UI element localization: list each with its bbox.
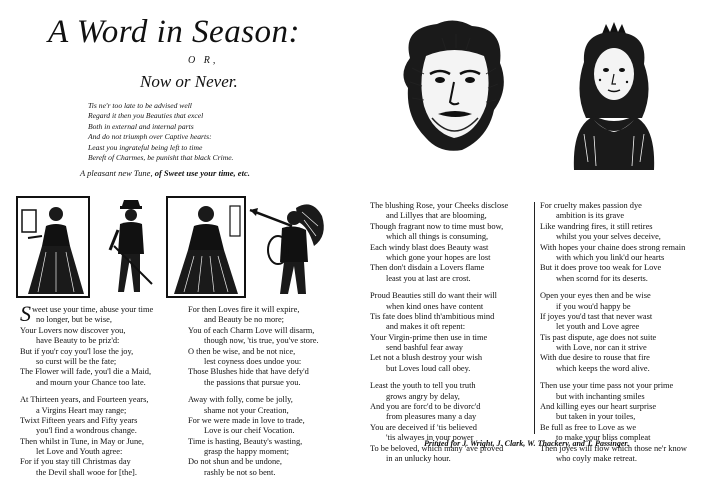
stanza-line: whilst you your selves deceive, [556, 232, 661, 242]
verse-line: Bereft of Charmes, be punisht that black Crime. [88, 153, 234, 163]
stanza-line: which gone your hopes are lost [386, 252, 491, 262]
stanza-line: And killing eyes our heart surprise [540, 402, 657, 412]
stanza-line: With hopes your chaine does strong remain [540, 242, 686, 252]
stanza-line: Then joyes will flow which those ne'r know [540, 443, 687, 453]
verse-line: And do not triumph over Captive hearts: [88, 132, 212, 142]
stanza-line: Then don't disdain a Lovers flame [370, 263, 485, 273]
stanza-line: to make your bliss compleat [556, 433, 651, 443]
ballad-column-4 [540, 201, 710, 464]
stanza-line: Your Virgin-prime then use in time [370, 332, 488, 342]
stanza-line: Away with folly, come be jolly, [188, 395, 293, 405]
stanza-line: Sweet use your time, abuse your time [20, 301, 154, 326]
stanza-line: though now, 'tis true, you've store. [204, 336, 319, 346]
stanza-line: and makes it oft repent: [386, 322, 466, 332]
stanza-line: let youth and Love agree [556, 322, 640, 332]
stanza-line: 'tis alwayes in your power [386, 433, 474, 443]
stanza-line: Tis fate does blind th'ambitious mind [370, 311, 495, 321]
ballad-column-2 [188, 305, 358, 478]
stanza-line: rashly be not so bent. [204, 467, 276, 477]
stanza-gap [188, 388, 358, 395]
stanza-line: Tis past dispute, age does not suite [540, 332, 657, 342]
stanza-line: Then whilst in Tune, in May or June, [20, 436, 144, 446]
stanza-line: the Devil shall wooe for [the]. [36, 467, 137, 477]
stanza-line: But if you'r coy you'l lose the joy, [20, 346, 134, 356]
woodcut-portrait-man [392, 18, 517, 158]
ballad-column-1 [20, 301, 180, 478]
ballad-subtitle: Now or Never. [140, 72, 238, 91]
stanza-line: With due desire to rouse that fire [540, 353, 650, 363]
stanza-line: grasp the happy moment; [204, 447, 289, 457]
stanza-gap [540, 284, 710, 291]
stanza-line: which all things is consuming, [386, 232, 489, 242]
stanza-line: from pleasures many a day [386, 412, 477, 422]
stanza-line: At Thirteen years, and Fourteen years, [20, 395, 149, 405]
stanza-line: when scornd for its deserts. [556, 273, 648, 283]
stanza-line: so curst will be the fate; [36, 356, 117, 366]
stanza-line: a Virgins Heart may range; [36, 405, 127, 415]
stanza-line: Each windy blast does Beauty wast [370, 242, 489, 252]
stanza-line: Time is hasting, Beauty's wasting, [188, 436, 303, 446]
stanza-line: but with inchanting smiles [556, 391, 645, 401]
verse-line: Tis ne'r too late to be advised well [88, 101, 192, 110]
stanza-line: have Beauty to be priz'd: [36, 336, 120, 346]
stanza-line: Like wandring fires, it still retires [540, 221, 653, 231]
stanza-line: Love is our cheif Vocation. [204, 426, 295, 436]
stanza-line: You are deceived if 'tis believed [370, 422, 477, 432]
stanza-line: when kind ones have content [386, 301, 484, 311]
stanza-line: Do not shun and be undone, [188, 457, 282, 467]
stanza-line: Then use your time pass not your prime [540, 381, 674, 391]
stanza-line: and Lillyes that are blooming, [386, 211, 487, 221]
intro-verse [88, 101, 388, 163]
stanza-line: O then be wise, and be not nice, [188, 346, 296, 356]
stanza-line: you'l find a wondrous change. [36, 426, 137, 436]
stanza-line: who coyly make retreat. [556, 453, 637, 463]
stanza-line: Let not a blush destroy your wish [370, 353, 483, 363]
drop-cap: S [20, 301, 31, 326]
stanza-gap [370, 284, 535, 291]
ballad-column-3 [370, 201, 535, 464]
woodcut-lady-figure [16, 196, 90, 298]
stanza-line: but Loves loud call obey. [386, 363, 471, 373]
stanza-line: the passions that pursue you. [204, 377, 301, 387]
stanza-line: least you at last are crost. [386, 273, 471, 283]
stanza-line: For we were made in love to trade, [188, 415, 305, 425]
stanza-line: To be beloved, which many 'ave proved [370, 443, 504, 453]
stanza-line: but taken in your toiles, [556, 412, 636, 422]
stanza-line: send bashful fear away [386, 343, 463, 353]
woodcut-swordsman-figure [104, 196, 158, 298]
stanza-line: with Love, nor can it strive [556, 343, 647, 353]
stanza-line: But it does prove too weak for Love [540, 263, 662, 273]
stanza-line: For then Loves fire it will expire, [188, 305, 300, 314]
stanza-gap [20, 388, 180, 395]
stanza-line: Least the youth to tell you truth [370, 381, 476, 391]
verse-line: Least you ingrateful being left to time [88, 142, 203, 152]
tune-line [80, 168, 250, 178]
stanza-line: For cruelty makes passion dye [540, 201, 642, 210]
woodcut-cupid-figure [248, 196, 330, 298]
stanza-line: For if you stay till Christmas day [20, 457, 131, 467]
stanza-line: grows angry by delay, [386, 391, 460, 401]
stanza-line: shame not your Creation, [204, 405, 289, 415]
stanza-line: and mourn your Chance too late. [36, 377, 146, 387]
or-subtitle: O R, [188, 55, 219, 66]
woodcut-gowned-lady-figure [166, 196, 246, 298]
stanza-line: which keeps the word alive. [556, 363, 650, 373]
tune-prefix: A pleasant new Tune, [80, 168, 153, 178]
stanza-gap [540, 374, 710, 381]
tune-name: of Sweet use your time, etc. [154, 168, 250, 178]
stanza-line: with which you link'd our hearts [556, 252, 665, 262]
stanza-line: Your Lovers now discover you, [20, 325, 126, 335]
stanza-line: Those Blushes hide that have defy'd [188, 367, 309, 377]
stanza-line: no longer, but be wise, [36, 315, 112, 325]
stanza-line: You of each Charm Love will disarm, [188, 325, 315, 335]
stanza-line: Be full as free to Love as we [540, 422, 637, 432]
stanza-line: Though fragrant now to time must bow, [370, 221, 504, 231]
stanza-line: Twixt Fifteen years and Fifty years [20, 415, 138, 425]
woodcut-portrait-woman [564, 22, 664, 170]
stanza-line: And you are forc'd to be divorc'd [370, 402, 481, 412]
stanza-line: and Beauty be no more; [204, 315, 285, 325]
stanza-line: if you wou'd happy be [556, 301, 631, 311]
stanza-line: ambition is its grave [556, 211, 625, 221]
ballad-title: A Word in Season: [48, 14, 301, 50]
stanza-line: The Flower will fade, you'l die a Maid, [20, 367, 152, 377]
printer-imprint: Printed for J. Wright, J. Clark, W. Thackery, and T. Passinger. [424, 439, 630, 448]
stanza-line: lest coyness does undoe you: [204, 356, 302, 366]
stanza-line: let Love and Youth agree: [36, 447, 123, 457]
stanza-line: The blushing Rose, your Cheeks disclose [370, 201, 509, 210]
stanza-line: Proud Beauties still do want their will [370, 291, 498, 301]
verse-line: Both in external and internal parts [88, 121, 194, 131]
stanza-line: Open your eyes then and be wise [540, 291, 651, 301]
column-divider [534, 202, 535, 434]
stanza-line: in an unlucky hour. [386, 453, 451, 463]
stanza-gap [370, 374, 535, 381]
stanza-line: If joyes you'd tast that never wast [540, 311, 653, 321]
verse-line: Regard it then you Beauties that excel [88, 111, 204, 121]
